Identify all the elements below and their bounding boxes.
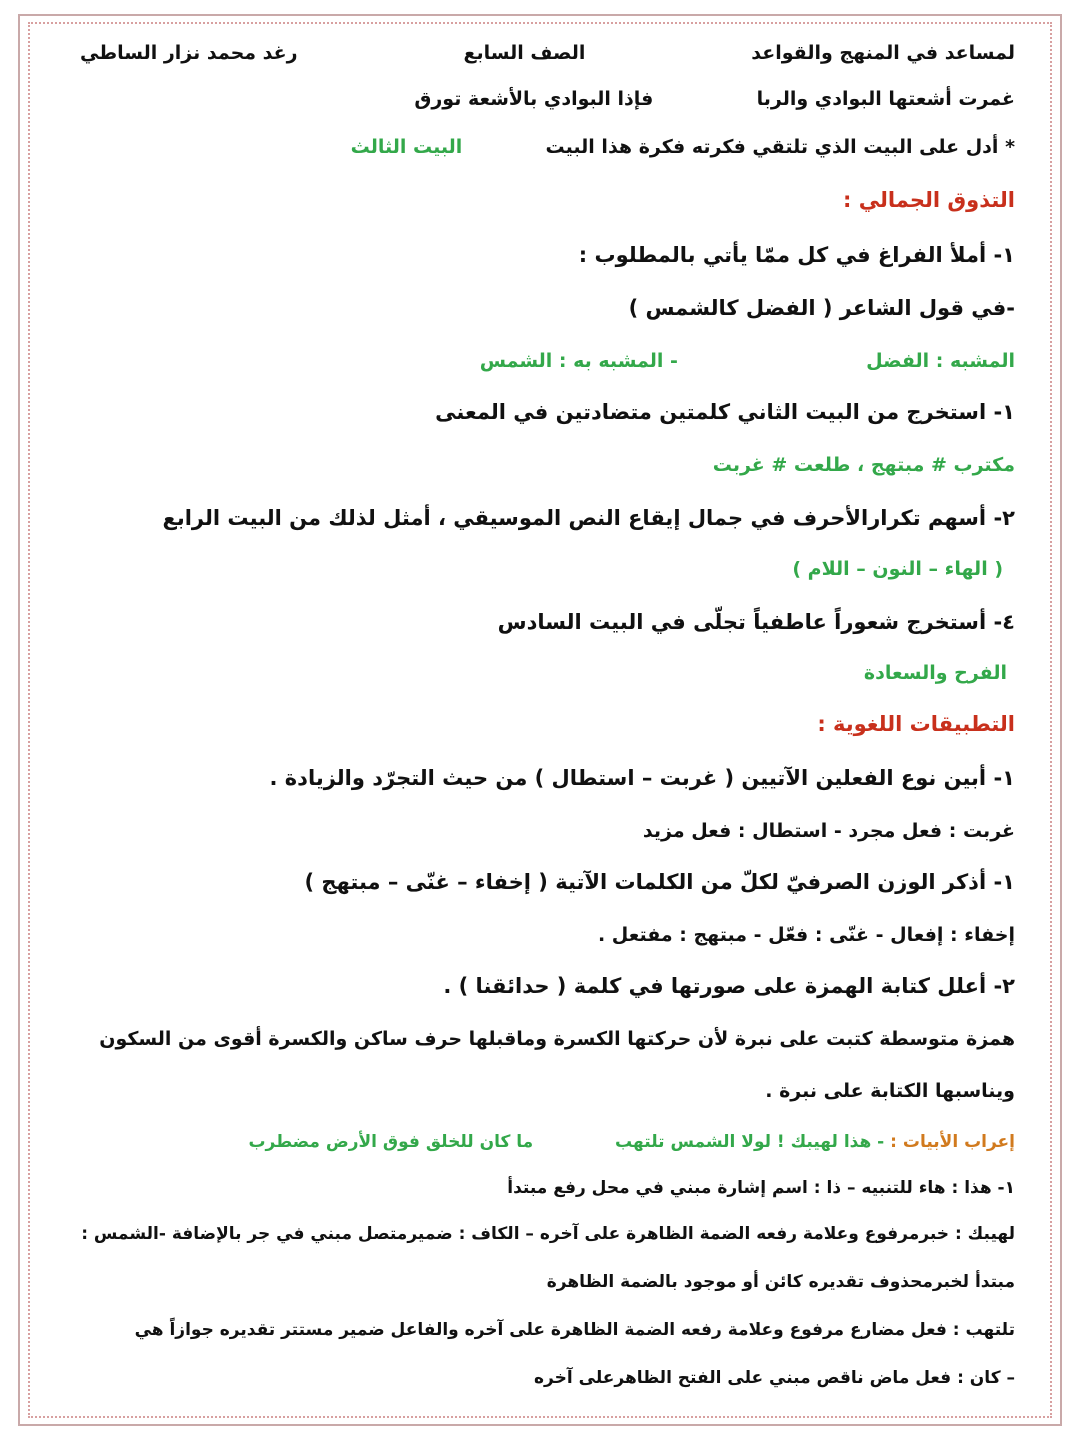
parsing-line-4: تلتهب : فعل مضارع مرفوع وعلامة رفعه الضمة الظاهرة على آخره والفاعل ضمير مستتر تقديره جوازاً هي xyxy=(134,1320,1015,1340)
language-q3: ٢- أعلل كتابة الهمزة على صورتها في كلمة ( حدائقنا ) . xyxy=(443,974,1015,998)
simile-tenor: المشبه : الفضل xyxy=(866,350,1015,372)
verse-second-half: فإذا البوادي بالأشعة تورق xyxy=(414,88,654,110)
parsing-verse-b: ما كان للخلق فوق الأرض مضطرب xyxy=(248,1132,534,1152)
aesthetic-q4: ٤- أستخرج شعوراً عاطفياً تجلّى في البيت السادس xyxy=(497,610,1015,634)
aesthetic-q3: ٢- أسهم تكرارالأحرف في جمال إيقاع النص الموسيقي ، أمثل لذلك من البيت الرابع xyxy=(162,506,1015,530)
aesthetic-q2: ١- استخرج من البيت الثاني كلمتين متضادتين في المعنى xyxy=(435,400,1015,424)
aesthetic-q1: ١- أملأ الفراغ في كل ممّا يأتي بالمطلوب : xyxy=(578,243,1015,267)
verse-answer: البيت الثالث xyxy=(350,136,463,158)
parsing-line-2: لهيبك : خبرمرفوع وعلامة رفعه الضمة الظاهرة على آخره – الكاف : ضميرمتصل مبني في جر بالإضافة -الشمس : xyxy=(81,1224,1015,1244)
language-q1: ١- أبين نوع الفعلين الآتيين ( غربت – استطال ) من حيث التجرّد والزيادة . xyxy=(269,766,1015,790)
parsing-line-3: مبتدأ لخبرمحذوف تقديره كائن أو موجود بالضمة الظاهرة xyxy=(546,1272,1015,1292)
language-q2: ١- أذكر الوزن الصرفيّ لكلّ من الكلمات الآتية ( إخفاء – غنّى – مبتهج ) xyxy=(304,870,1015,894)
parsing-label: إعراب الأبيات : xyxy=(890,1132,1015,1152)
aesthetic-q3-answer: ( الهاء – النون – اللام ) xyxy=(792,558,1003,580)
aesthetic-q1-answer xyxy=(60,350,1015,372)
language-q3-answer-2: ويناسبها الكتابة على نبرة . xyxy=(765,1080,1015,1102)
header-grade: الصف السابع xyxy=(463,42,586,64)
aesthetic-q2-answer: مكترب # مبتهج ، طلعت # غربت xyxy=(712,454,1015,476)
language-q2-answer: إخفاء : إفعال - غنّى : فعّل - مبتهج : مفتعل . xyxy=(597,924,1015,946)
parsing-line-1: ١- هذا : هاء للتنبيه – ذا : اسم إشارة مبني في محل رفع مبتدأ xyxy=(507,1178,1015,1198)
aesthetic-q1-sub: -في قول الشاعر ( الفضل كالشمس ) xyxy=(628,296,1015,320)
header-row xyxy=(60,42,1015,64)
language-section-title: التطبيقات اللغوية : xyxy=(817,712,1015,736)
parsing-verse-a: - هذا لهيبك ! لولا الشمس تلتهب xyxy=(615,1132,885,1152)
simile-vehicle: - المشبه به : الشمس xyxy=(479,350,678,372)
verse-question: * أدل على البيت الذي تلتقي فكرته فكرة هذا البيت xyxy=(545,136,1015,158)
verse-question-row xyxy=(60,136,1015,158)
language-q3-answer-1: همزة متوسطة كتبت على نبرة لأن حركتها الكسرة وماقبلها حرف ساكن والكسرة أقوى من السكون xyxy=(99,1028,1015,1050)
aesthetic-q4-answer: الفرح والسعادة xyxy=(863,662,1007,684)
language-q1-answer: غربت : فعل مجرد - استطال : فعل مزيد xyxy=(642,820,1015,842)
verse-first-half: غمرت أشعتها البوادي والربا xyxy=(756,88,1015,110)
header-book: لمساعد في المنهج والقواعد xyxy=(751,42,1015,64)
verse-row xyxy=(60,88,1015,110)
parsing-header-row xyxy=(60,1132,1015,1152)
aesthetic-section-title: التذوق الجمالي : xyxy=(843,188,1015,212)
header-author: رغد محمد نزار الساطي xyxy=(80,42,298,64)
parsing-line-5: – كان : فعل ماض ناقص مبني على الفتح الظاهرعلى آخره xyxy=(534,1368,1015,1388)
